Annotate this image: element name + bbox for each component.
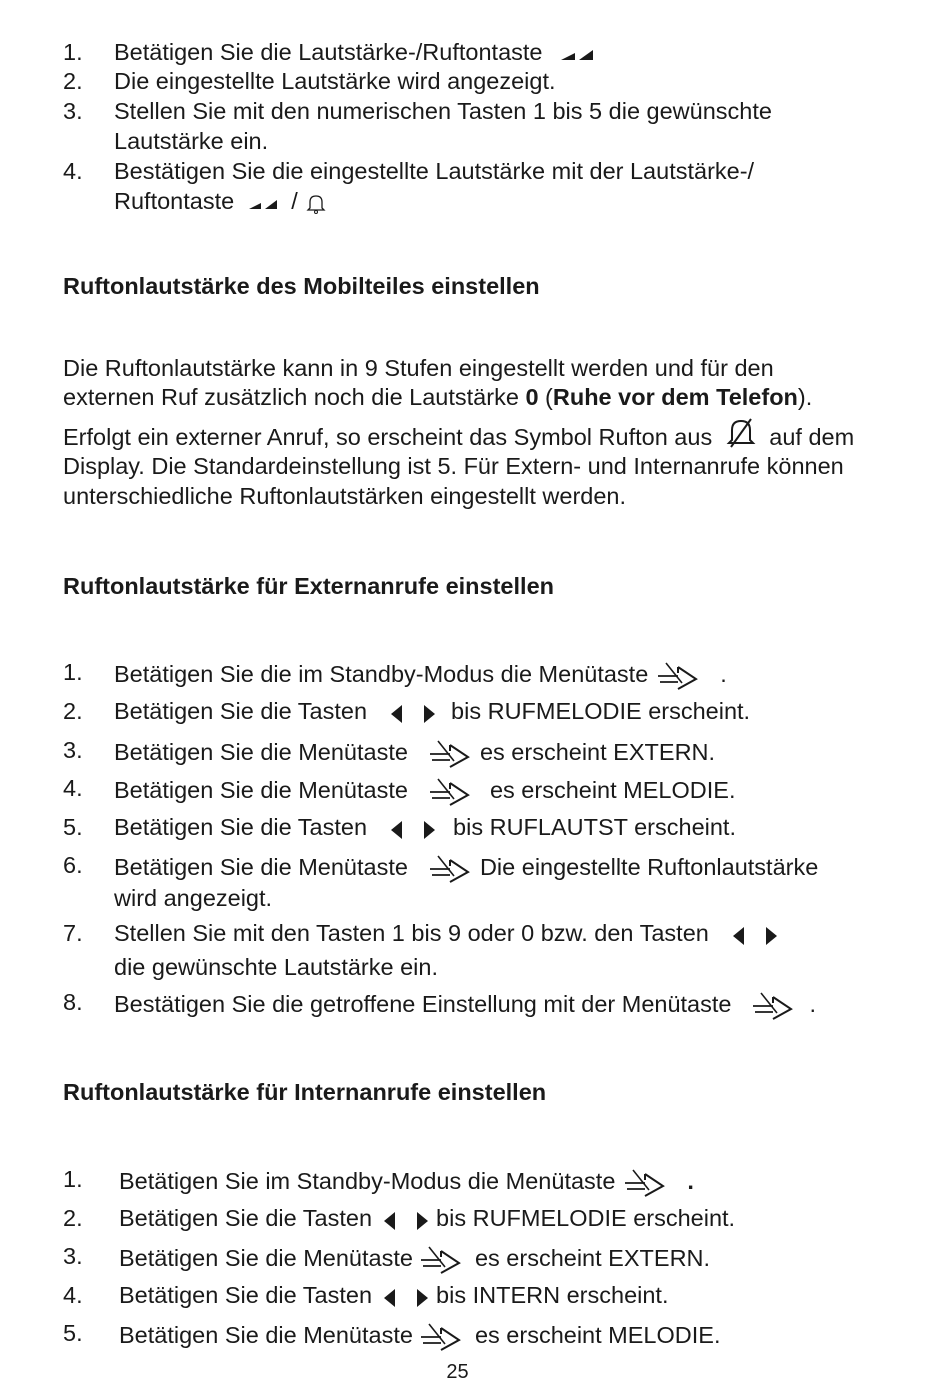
text-fragment: ). [797, 384, 813, 410]
arrow-right-icon [424, 821, 435, 839]
step-line [119, 1284, 668, 1309]
step-text: Betätigen Sie die Menütaste [114, 777, 408, 804]
left-right-keys [391, 817, 435, 841]
list-item [114, 190, 326, 214]
text-fragment: auf dem [769, 424, 855, 451]
list-item-text: Die eingestellte Lautstärke wird angezeigt. [114, 68, 556, 94]
step-text: bis INTERN erscheint. [436, 1282, 669, 1308]
arrow-left-icon [384, 1212, 395, 1230]
paragraph-line [63, 386, 812, 410]
paragraph-line [63, 422, 854, 456]
paragraph-line: unterschiedliche Ruftonlautstärken eingestellt werden. [63, 483, 627, 509]
arrow-left-icon [733, 927, 744, 945]
section-heading: Ruftonlautstärke des Mobilteiles einstellen [63, 273, 540, 299]
step-number: 3. [63, 737, 83, 763]
left-right-keys [384, 1208, 428, 1232]
arrow-right-icon [766, 927, 777, 945]
step-text: Bestätigen Sie die getroffene Einstellung mit der Menütaste [114, 991, 732, 1018]
menu-key-icon [428, 739, 474, 769]
list-item-text: Ruftontaste [114, 188, 235, 214]
text-fragment: externen Ruf zusätzlich noch die Lautstärke [63, 384, 526, 410]
step-text: Betätigen Sie die Tasten [114, 698, 368, 724]
step-number: 3. [63, 1243, 83, 1269]
step-line [114, 661, 727, 691]
step-line [119, 1322, 721, 1352]
step-text: . [720, 661, 727, 688]
step-number: 6. [63, 852, 83, 878]
step-number: 8. [63, 989, 83, 1015]
list-number: 2. [63, 68, 83, 94]
step-number: 5. [63, 1320, 83, 1346]
step-text: es erscheint EXTERN. [474, 1245, 711, 1272]
step-text: Betätigen Sie die Menütaste [114, 854, 408, 881]
left-right-keys [391, 701, 435, 725]
menu-key-icon [419, 1245, 465, 1275]
step-text: Betätigen Sie die Tasten [114, 814, 368, 840]
step-text: bis RUFMELODIE erscheint. [451, 698, 751, 724]
list-item-text: Betätigen Sie die Lautstärke-/Ruftontaste [114, 39, 543, 65]
step-number: 7. [63, 920, 83, 946]
arrow-right-icon [417, 1212, 428, 1230]
list-item-text: Bestätigen Sie die eingestellte Lautstärke mit der Lautstärke-/ [114, 158, 755, 184]
step-line [114, 854, 818, 884]
section-heading: Ruftonlautstärke für Internanrufe einstellen [63, 1079, 547, 1105]
step-text: Betätigen Sie die Tasten [119, 1282, 373, 1308]
step-text: Betätigen Sie die im Standby-Modus die Menütaste [114, 661, 649, 688]
step-text: es erscheint MELODIE. [474, 1322, 721, 1349]
list-number: 1. [63, 39, 83, 65]
step-text: es erscheint EXTERN. [479, 739, 716, 766]
step-text: es erscheint MELODIE. [489, 777, 736, 804]
step-number: 2. [63, 698, 83, 724]
step-line [119, 1168, 694, 1198]
arrow-left-icon [384, 1289, 395, 1307]
step-number: 2. [63, 1205, 83, 1231]
bell-off-icon [725, 416, 757, 450]
step-number: 5. [63, 814, 83, 840]
paragraph-line: Die Ruftonlautstärke kann in 9 Stufen eingestellt werden und für den [63, 355, 774, 381]
arrow-left-icon [391, 821, 402, 839]
step-text: Betätigen Sie die Menütaste [119, 1245, 413, 1272]
menu-key-icon [623, 1168, 669, 1198]
volume-icon [557, 44, 597, 64]
step-text: . [687, 1168, 694, 1195]
bell-icon [306, 192, 326, 214]
step-text: Betätigen Sie die Tasten [119, 1205, 373, 1231]
step-line [114, 816, 736, 841]
step-text: Stellen Sie mit den Tasten 1 bis 9 oder 0 bzw. den Tasten [114, 920, 709, 946]
step-text: wird angezeigt. [114, 885, 273, 911]
list-number: 4. [63, 158, 83, 184]
list-item-text: Stellen Sie mit den numerischen Tasten 1 bis 5 die gewünschte [114, 98, 772, 124]
step-line [119, 1245, 710, 1275]
section-heading: Ruftonlautstärke für Externanrufe einstellen [63, 573, 554, 599]
step-text: Die eingestellte Ruftonlautstärke [479, 854, 819, 881]
list-number: 3. [63, 98, 83, 124]
text-fragment-bold: 0 [525, 384, 539, 410]
step-text: bis RUFLAUTST erscheint. [453, 814, 736, 840]
step-line [114, 777, 736, 807]
page-number: 25 [446, 1361, 469, 1383]
step-line [114, 739, 715, 769]
volume-icon [243, 193, 283, 213]
text-fragment: Erfolgt ein externer Anruf, so erscheint das Symbol Rufton aus [63, 424, 713, 451]
step-text: Betätigen Sie die Menütaste [119, 1322, 413, 1349]
slash-separator: / [291, 188, 298, 214]
left-right-keys [384, 1285, 428, 1309]
step-number: 1. [63, 1166, 83, 1192]
paragraph-line: Display. Die Standardeinstellung ist 5. Für Extern- und Internanrufe können [63, 453, 844, 479]
list-item-text: Lautstärke ein. [114, 128, 269, 154]
text-fragment: ( [538, 384, 553, 410]
list-item [114, 41, 597, 65]
step-text: . [809, 991, 817, 1018]
step-line [114, 922, 777, 947]
text-fragment-bold: Ruhe vor dem Telefon [552, 384, 798, 410]
step-text: Betätigen Sie die Menütaste [114, 739, 408, 766]
step-number: 4. [63, 775, 83, 801]
step-text: Betätigen Sie im Standby-Modus die Menütaste [119, 1168, 616, 1195]
arrow-right-icon [417, 1289, 428, 1307]
arrow-left-icon [391, 705, 402, 723]
menu-key-icon [419, 1322, 465, 1352]
step-text: die gewünschte Lautstärke ein. [114, 954, 438, 980]
step-number: 4. [63, 1282, 83, 1308]
step-line [119, 1207, 735, 1232]
menu-key-icon [751, 991, 797, 1021]
menu-key-icon [428, 854, 474, 884]
menu-key-icon [656, 661, 702, 691]
menu-key-icon [428, 777, 474, 807]
arrow-right-icon [424, 705, 435, 723]
step-line [114, 991, 816, 1021]
step-text: bis RUFMELODIE erscheint. [436, 1205, 736, 1231]
step-line [114, 700, 750, 725]
step-number: 1. [63, 659, 83, 685]
left-right-keys [733, 923, 777, 947]
